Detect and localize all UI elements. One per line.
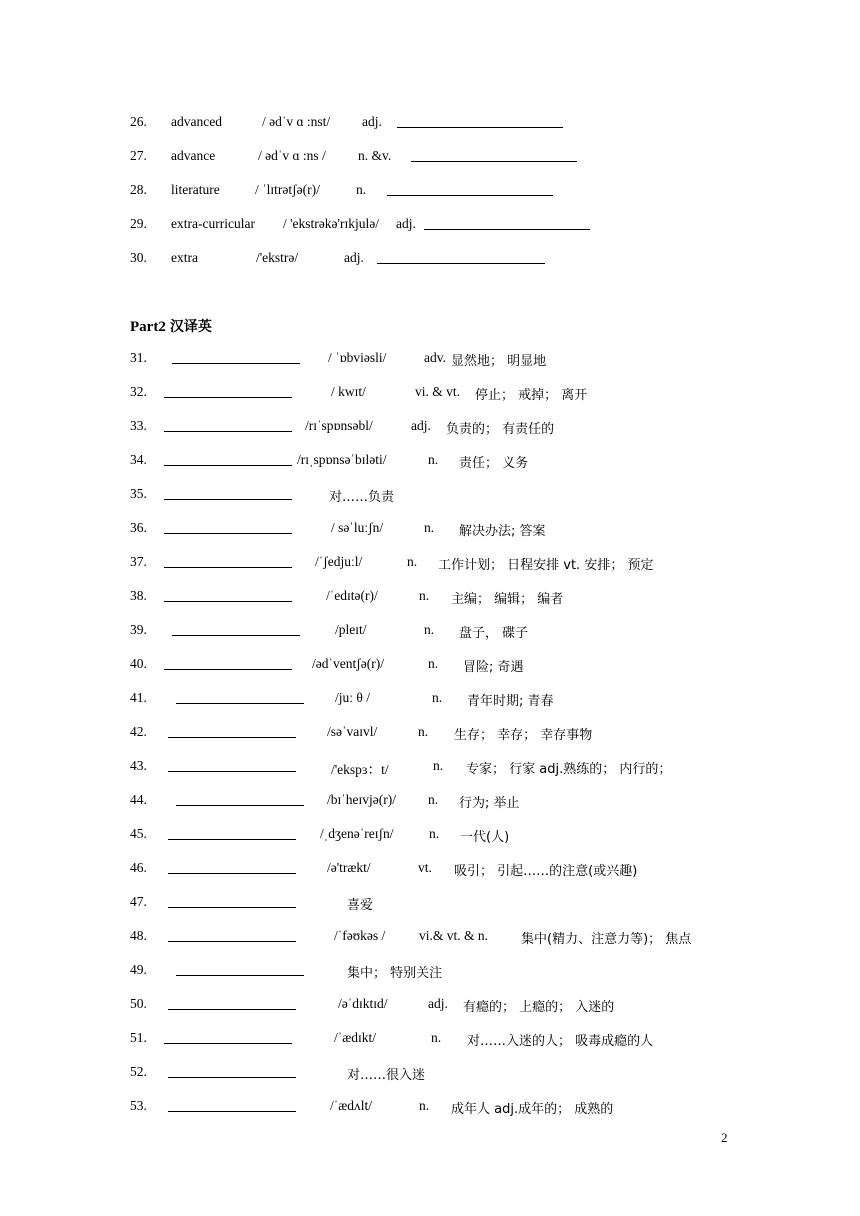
- part-of-speech: n.: [418, 724, 429, 739]
- chinese-meaning: 工作计划； 日程安排 vt. 安排； 预定: [438, 558, 654, 573]
- part-of-speech: adj.: [411, 418, 431, 433]
- phonetic: / ədˈv ɑ :ns /: [258, 148, 326, 163]
- item-number: 46.: [130, 860, 147, 875]
- phonetic: /ˈfəʊkəs /: [334, 928, 386, 943]
- part-of-speech: n.: [428, 656, 439, 671]
- part-of-speech: n.: [419, 1098, 430, 1113]
- item-number: 47.: [130, 894, 147, 909]
- answer-blank[interactable]: [411, 148, 577, 162]
- item-number: 39.: [130, 622, 147, 637]
- item-number: 27.: [130, 148, 147, 163]
- vocab-row-26: [0, 114, 860, 134]
- item-number: 36.: [130, 520, 147, 535]
- chinese-meaning: 冒险; 奇遇: [463, 660, 524, 675]
- vocab-row-36: [0, 520, 860, 540]
- phonetic: /'ekspɜ：t/: [331, 762, 389, 777]
- part-of-speech: adj.: [396, 216, 416, 231]
- page-number: 2: [721, 1130, 728, 1145]
- part-of-speech: adj.: [362, 114, 382, 129]
- item-number: 26.: [130, 114, 147, 129]
- part-of-speech: n.: [428, 792, 439, 807]
- answer-blank[interactable]: [164, 486, 292, 500]
- vocab-row-32: [0, 384, 860, 404]
- vocab-row-35: [0, 486, 860, 506]
- item-number: 49.: [130, 962, 147, 977]
- vocab-row-52: [0, 1064, 860, 1084]
- phonetic: /ˌdʒenəˈreɪʃn/: [320, 826, 394, 841]
- item-number: 50.: [130, 996, 147, 1011]
- item-number: 34.: [130, 452, 147, 467]
- part-of-speech: n. &v.: [358, 148, 392, 163]
- vocab-row-48: [0, 928, 860, 948]
- item-number: 33.: [130, 418, 147, 433]
- chinese-meaning: 吸引； 引起……的注意(或兴趣): [454, 864, 638, 879]
- item-number: 51.: [130, 1030, 147, 1045]
- vocab-row-49: [0, 962, 860, 982]
- answer-blank[interactable]: [168, 894, 296, 908]
- answer-blank[interactable]: [176, 792, 304, 806]
- english-word: extra-curricular: [171, 216, 255, 231]
- item-number: 38.: [130, 588, 147, 603]
- chinese-meaning: 显然地； 明显地: [451, 354, 547, 369]
- phonetic: /bɪˈheɪvjə(r)/: [327, 792, 396, 807]
- phonetic: /rɪˌspɒnsəˈbɪləti/: [297, 452, 387, 467]
- chinese-meaning: 主编； 编辑； 编者: [451, 592, 564, 607]
- answer-blank[interactable]: [168, 724, 296, 738]
- item-number: 52.: [130, 1064, 147, 1079]
- chinese-meaning: 有瘾的； 上瘾的； 入迷的: [463, 1000, 615, 1015]
- vocab-row-47: [0, 894, 860, 914]
- part-of-speech: adj.: [428, 996, 448, 1011]
- vocab-row-34: [0, 452, 860, 472]
- vocab-row-51: [0, 1030, 860, 1050]
- vocab-row-44: [0, 792, 860, 812]
- phonetic: / ˈɒbviəsli/: [328, 350, 387, 365]
- answer-blank[interactable]: [397, 114, 563, 128]
- item-number: 32.: [130, 384, 147, 399]
- answer-blank[interactable]: [168, 928, 296, 942]
- vocab-row-28: [0, 182, 860, 202]
- answer-blank[interactable]: [164, 588, 292, 602]
- vocab-row-41: [0, 690, 860, 710]
- vocab-row-30: [0, 250, 860, 270]
- chinese-meaning: 对……入迷的人； 吸毒成瘾的人: [467, 1034, 654, 1049]
- item-number: 29.: [130, 216, 147, 231]
- part-of-speech: vi. & vt.: [415, 384, 461, 399]
- part-of-speech: n.: [419, 588, 430, 603]
- part-of-speech: vt.: [418, 860, 432, 875]
- chinese-meaning: 负责的； 有责任的: [446, 422, 555, 437]
- answer-blank[interactable]: [387, 182, 553, 196]
- item-number: 45.: [130, 826, 147, 841]
- part-of-speech: n.: [356, 182, 367, 197]
- item-number: 31.: [130, 350, 147, 365]
- phonetic: /əˈdɪktɪd/: [338, 996, 388, 1011]
- section-heading: [130, 316, 212, 336]
- item-number: 28.: [130, 182, 147, 197]
- chinese-meaning: 青年时期; 青春: [467, 694, 554, 709]
- english-word: literature: [171, 182, 220, 197]
- item-number: 41.: [130, 690, 147, 705]
- answer-blank[interactable]: [164, 656, 292, 670]
- item-number: 37.: [130, 554, 147, 569]
- part-of-speech: n.: [432, 690, 443, 705]
- chinese-meaning: 对……负责: [329, 490, 395, 505]
- part-of-speech: n.: [433, 758, 444, 773]
- item-number: 40.: [130, 656, 147, 671]
- answer-blank[interactable]: [168, 758, 296, 772]
- phonetic: / səˈluːʃn/: [331, 520, 384, 535]
- vocab-row-45: [0, 826, 860, 846]
- chinese-meaning: 集中(精力、注意力等)； 焦点: [521, 932, 692, 947]
- vocab-row-50: [0, 996, 860, 1016]
- chinese-meaning: 喜爱: [347, 898, 374, 913]
- vocab-row-31: [0, 350, 860, 370]
- vocab-row-33: [0, 418, 860, 438]
- phonetic: / 'ekstrəkə'rɪkjulə/: [283, 216, 379, 231]
- phonetic: /ˈædɪkt/: [334, 1030, 377, 1045]
- answer-blank[interactable]: [424, 216, 590, 230]
- vocab-row-42: [0, 724, 860, 744]
- answer-blank[interactable]: [164, 384, 292, 398]
- chinese-meaning: 集中； 特别关注: [347, 966, 443, 981]
- vocab-row-38: [0, 588, 860, 608]
- answer-blank[interactable]: [164, 520, 292, 534]
- english-word: advanced: [171, 114, 222, 129]
- answer-blank[interactable]: [176, 690, 304, 704]
- vocab-row-40: [0, 656, 860, 676]
- item-number: 30.: [130, 250, 147, 265]
- english-word: extra: [171, 250, 198, 265]
- part-of-speech: adj.: [344, 250, 364, 265]
- phonetic: /ˈedɪtə(r)/: [326, 588, 378, 603]
- answer-blank[interactable]: [164, 452, 292, 466]
- phonetic: /ədˈventʃə(r)/: [312, 656, 384, 671]
- item-number: 35.: [130, 486, 147, 501]
- phonetic: /ə'trækt/: [327, 860, 371, 875]
- chinese-meaning: 解决办法; 答案: [459, 524, 546, 539]
- vocab-row-46: [0, 860, 860, 880]
- vocab-row-37: [0, 554, 860, 574]
- answer-blank[interactable]: [172, 622, 300, 636]
- item-number: 42.: [130, 724, 147, 739]
- chinese-meaning: 行为; 举止: [459, 796, 520, 811]
- answer-blank[interactable]: [172, 350, 300, 364]
- phonetic: /pleɪt/: [335, 622, 367, 637]
- vocab-row-53: [0, 1098, 860, 1118]
- phonetic: /ˈædʌlt/: [330, 1098, 373, 1113]
- phonetic: /ˈʃedjuːl/: [315, 554, 363, 569]
- phonetic: /rɪˈspɒnsəbl/: [305, 418, 373, 433]
- answer-blank[interactable]: [164, 554, 292, 568]
- phonetic: /'ekstrə/: [256, 250, 299, 265]
- phonetic: /səˈvaɪvl/: [327, 724, 378, 739]
- item-number: 48.: [130, 928, 147, 943]
- chinese-meaning: 责任； 义务: [459, 456, 529, 471]
- section-label: Part2: [130, 319, 166, 335]
- part-of-speech: n.: [424, 520, 435, 535]
- part-of-speech: n.: [428, 452, 439, 467]
- answer-blank[interactable]: [164, 1030, 292, 1044]
- answer-blank[interactable]: [377, 250, 545, 264]
- vocab-row-27: [0, 148, 860, 168]
- section-title-cn: 汉译英: [169, 319, 212, 335]
- vocab-row-43: [0, 758, 860, 778]
- item-number: 43.: [130, 758, 147, 773]
- chinese-meaning: 生存； 幸存； 幸存事物: [454, 728, 593, 743]
- part-of-speech: n.: [429, 826, 440, 841]
- answer-blank[interactable]: [168, 860, 296, 874]
- part-of-speech: vi.& vt. & n.: [419, 928, 489, 943]
- phonetic: / kwɪt/: [331, 384, 366, 399]
- answer-blank[interactable]: [164, 418, 292, 432]
- chinese-meaning: 对……很入迷: [347, 1068, 426, 1083]
- phonetic: / ˈlɪtrətʃə(r)/: [255, 182, 320, 197]
- chinese-meaning: 盘子， 碟子: [459, 626, 529, 641]
- part-of-speech: n.: [424, 622, 435, 637]
- answer-blank[interactable]: [168, 1064, 296, 1078]
- part-of-speech: adv.: [424, 350, 446, 365]
- part-of-speech: n.: [407, 554, 418, 569]
- phonetic: /juː θ /: [335, 690, 370, 705]
- chinese-meaning: 成年人 adj.成年的； 成熟的: [451, 1102, 614, 1117]
- answer-blank[interactable]: [168, 996, 296, 1010]
- chinese-meaning: 一代(人): [460, 830, 510, 845]
- vocab-row-29: [0, 216, 860, 236]
- part-of-speech: n.: [431, 1030, 442, 1045]
- answer-blank[interactable]: [168, 1098, 296, 1112]
- item-number: 44.: [130, 792, 147, 807]
- english-word: advance: [171, 148, 216, 163]
- vocab-row-39: [0, 622, 860, 642]
- chinese-meaning: 专家； 行家 adj.熟练的； 内行的；: [466, 762, 672, 777]
- chinese-meaning: 停止； 戒掉； 离开: [475, 388, 588, 403]
- phonetic: / ədˈv ɑ :nst/: [262, 114, 331, 129]
- item-number: 53.: [130, 1098, 147, 1113]
- answer-blank[interactable]: [168, 826, 296, 840]
- answer-blank[interactable]: [176, 962, 304, 976]
